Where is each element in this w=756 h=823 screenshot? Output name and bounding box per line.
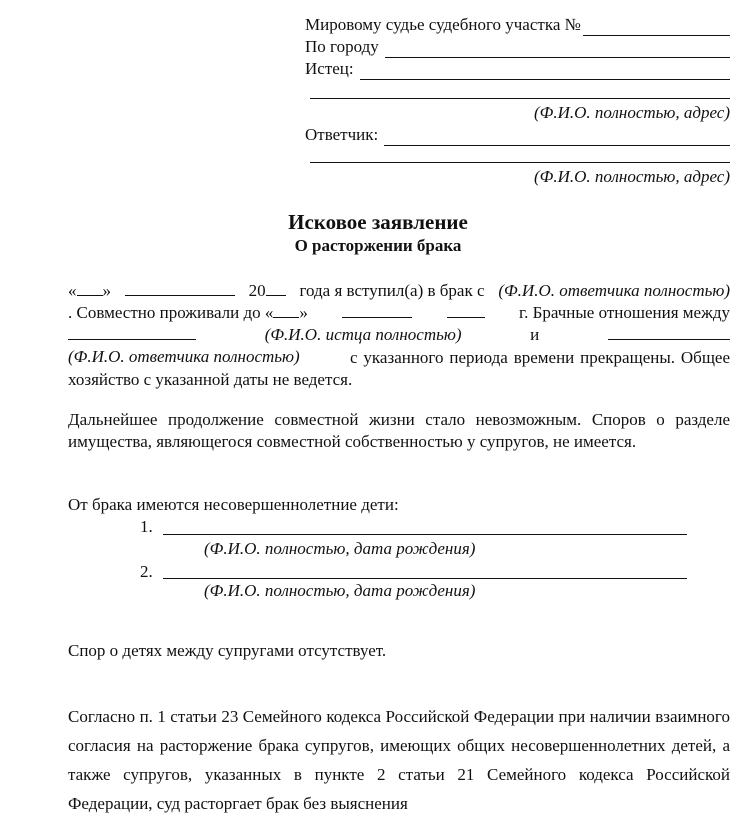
document-page: Мировому судье судебного участка № По городу Истец: (Ф.И.О. полностью, адрес) Ответчик: (Ф.И.О. полностью, адрес) Исковое заявление О расторжении брака « » 20 года я вступил(а) в брак с (Ф.И.О. ответчика полностью) . Совместно проживали до « » г. Брачные отношения между (Ф.И.О. истца полностью) и (Ф.И.О. ответчика полностью) с указанного периода времени прекращены. Общее хозяйство с указанной даты не ведется. Дальнейшее продолжение совместной жизни стало невозможным. Споров о разделе имущества, являющегося совместной собственностью у супругов, не имеется. От брака имеются несовершеннолетние дети: 1. (Ф.И.О. полностью, дата рождения) 2. (Ф.И.О. полностью, дата рождения) Спор о детях между супругами отсутствует. Согласно п. 1 статьи 23 Семейного кодекса Российской Федерации при наличии взаимного согласия на расторжение брака супругов, имеющих общих несовершеннолетних детей, а также супругов, указанных в пункте 2 статьи 21 Семейного кодекса Российской Федерации, суд расторгает брак без выяснения <box>0 0 756 823</box>
defendant-blank[interactable] <box>384 130 730 146</box>
document-title: Исковое заявление <box>288 210 468 234</box>
child-1-hint: (Ф.И.О. полностью, дата рождения) <box>204 539 476 558</box>
date-year-blank[interactable] <box>447 303 485 318</box>
date-day-blank[interactable] <box>273 303 299 318</box>
header-block <box>305 14 730 80</box>
city-blank[interactable] <box>385 42 730 58</box>
paragraph-marriage-tail: с указанного периода времени прекращены. Общее хозяйство с указанной даты не ведется. <box>68 348 730 389</box>
defendant-hint: (Ф.И.О. полностью, адрес) <box>534 167 730 186</box>
date-month-blank[interactable] <box>342 303 412 318</box>
plaintiff-blank[interactable] <box>360 64 730 80</box>
paragraph-law: Согласно п. 1 статьи 23 Семейного кодекса Российской Федерации при наличии взаимного согласия на расторжение брака супругов, имеющих общих несовершеннолетних детей, а также супругов, указанных в пункте 2 статьи 21 Семейного кодекса Российской Федерации, суд расторгает брак без выяснения <box>68 707 730 813</box>
month-blank[interactable] <box>125 281 235 296</box>
document-subtitle: О расторжении брака <box>294 236 462 255</box>
child-1-number: 1. <box>140 517 153 536</box>
plaintiff-line: Истец: <box>305 58 730 80</box>
child-1-blank[interactable] <box>163 534 687 535</box>
children-intro: От брака имеются несовершеннолетние дети: <box>68 495 399 514</box>
defendant-address-blank[interactable] <box>310 162 730 163</box>
judge-line: Мировому судье судебного участка № <box>305 14 730 36</box>
plaintiff-hint: (Ф.И.О. полностью, адрес) <box>534 103 730 122</box>
plaintiff-address-blank[interactable] <box>310 98 730 99</box>
judge-blank[interactable] <box>583 20 730 36</box>
paragraph-no-dispute: Спор о детях между супругами отсутствует. <box>68 641 387 660</box>
defendant-name-blank[interactable] <box>608 325 730 340</box>
day-blank[interactable] <box>77 281 103 296</box>
child-2-number: 2. <box>140 562 153 581</box>
defendant-line: Ответчик: <box>305 124 730 146</box>
year-blank[interactable] <box>266 281 286 296</box>
child-2-hint: (Ф.И.О. полностью, дата рождения) <box>204 581 476 600</box>
child-2-blank[interactable] <box>163 578 687 579</box>
spouses-blank[interactable] <box>68 325 196 340</box>
paragraph-cohabitation: Дальнейшее продолжение совместной жизни стало невозможным. Споров о разделе имущества, являющегося совместной собственностью у супругов, не имеется. <box>68 410 730 451</box>
city-line: По городу <box>305 36 730 58</box>
